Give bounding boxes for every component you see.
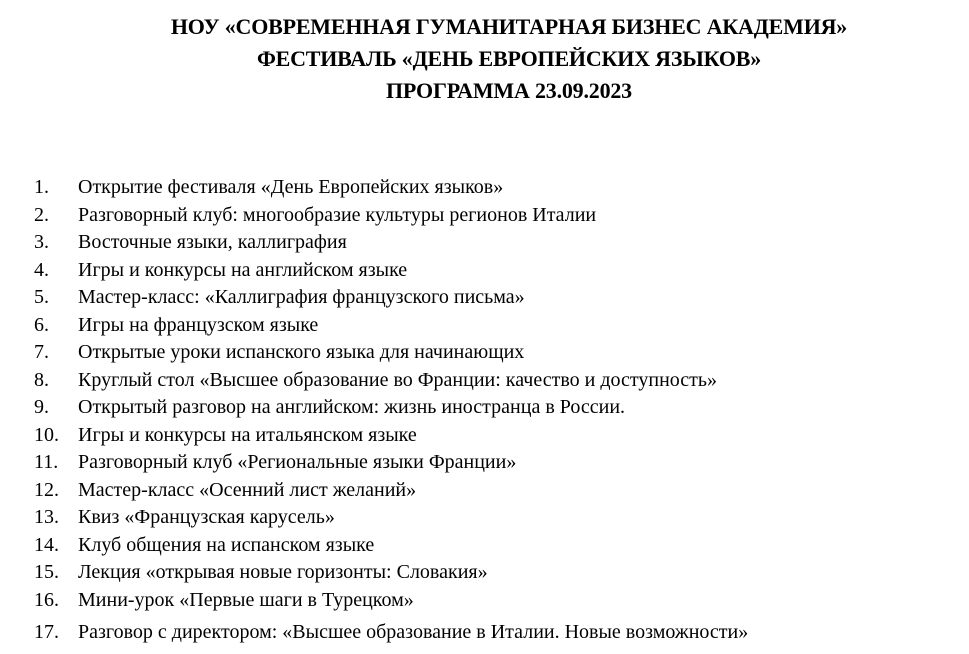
item-number: 1. — [34, 176, 49, 198]
item-number: 3. — [34, 231, 49, 253]
item-text: Открытый разговор на английском: жизнь иностранца в России. — [78, 396, 626, 418]
festival-title: ФЕСТИВАЛЬ «ДЕНЬ ЕВРОПЕЙСКИХ ЯЗЫКОВ» — [256, 46, 762, 71]
item-text: Мастер-класс: «Каллиграфия французского письма» — [78, 286, 525, 308]
item-number: 6. — [34, 313, 49, 336]
organization-title: НОУ «СОВРЕМЕННАЯ ГУМАНИТАРНАЯ БИЗНЕС АКАДЕМИЯ» — [170, 14, 848, 39]
item-number: 5. — [34, 286, 49, 308]
item-number: 13. — [34, 506, 59, 528]
item-number: 2. — [34, 203, 49, 226]
item-number: 16. — [34, 588, 59, 611]
item-text: Клуб общения на испанском языке — [78, 533, 375, 556]
program-date-title: ПРОГРАММА 23.09.2023 — [386, 78, 632, 103]
item-number: 7. — [34, 341, 49, 363]
item-text: Разговорный клуб «Региональные языки Франции» — [78, 451, 517, 473]
item-text: Мини-урок «Первые шаги в Турецком» — [78, 588, 414, 611]
item-number: 4. — [34, 258, 49, 281]
item-text: Игры и конкурсы на английском языке — [78, 258, 408, 281]
item-text: Лекция «открывая новые горизонты: Словакия» — [78, 561, 488, 583]
item-text: Игры на французском языке — [78, 313, 319, 336]
item-text: Открытые уроки испанского языка для начинающих — [78, 341, 525, 363]
item-text: Открытие фестиваля «День Европейских языков» — [78, 176, 504, 198]
item-number: 11. — [34, 451, 59, 473]
item-text: Квиз «Французская карусель» — [78, 506, 335, 528]
item-text: Разговор с директором: «Высшее образование в Италии. Новые возможности» — [78, 621, 749, 643]
item-number: 8. — [34, 368, 49, 391]
document-header — [0, 11, 969, 107]
item-text: Круглый стол «Высшее образование во Франции: качество и доступность» — [78, 368, 718, 391]
item-text: Игры и конкурсы на итальянском языке — [78, 423, 417, 446]
item-text: Разговорный клуб: многообразие культуры регионов Италии — [78, 203, 597, 226]
item-text: Мастер-класс «Осенний лист желаний» — [78, 478, 417, 501]
item-text: Восточные языки, каллиграфия — [78, 231, 347, 253]
item-number: 12. — [34, 478, 59, 501]
item-number: 17. — [34, 621, 59, 643]
item-number: 9. — [34, 396, 49, 418]
item-number: 14. — [34, 533, 59, 556]
item-number: 15. — [34, 561, 59, 583]
item-number: 10. — [34, 423, 59, 446]
